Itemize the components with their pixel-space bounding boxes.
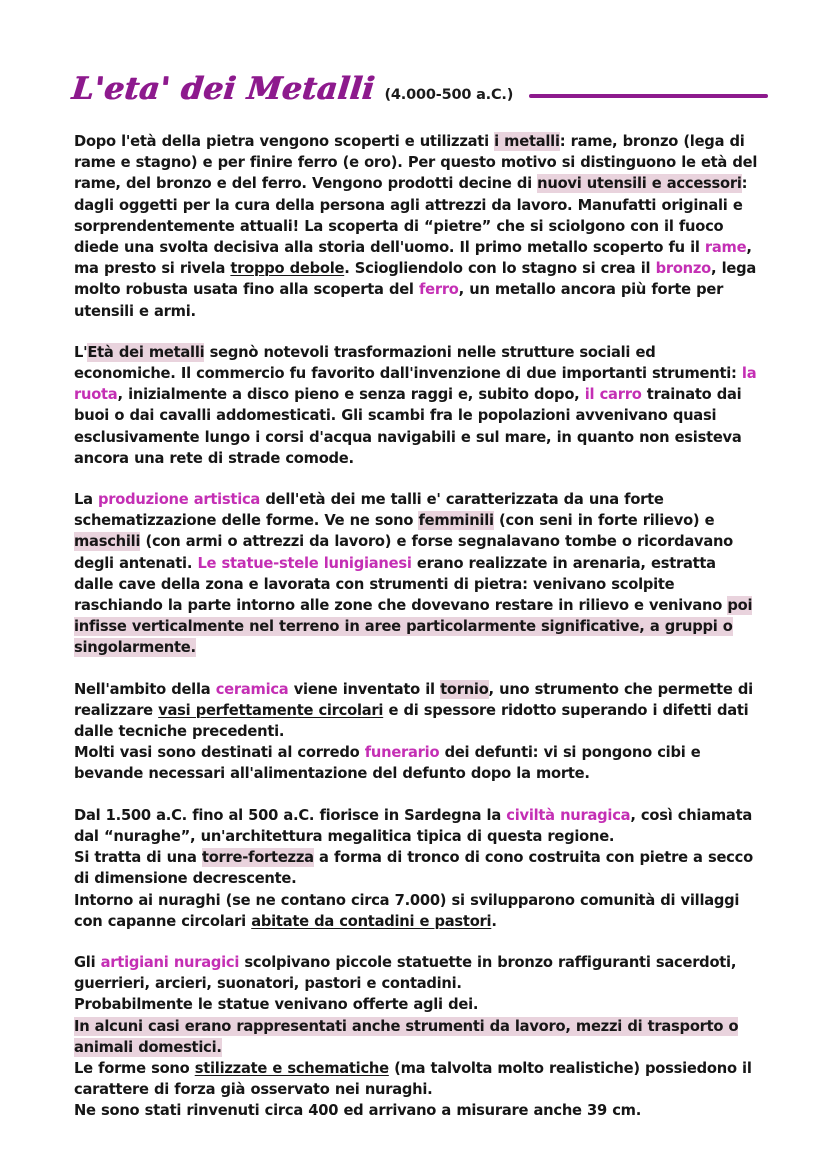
note-body bbox=[74, 131, 760, 1122]
keyword-civilta-nuragica: civiltà nuragica bbox=[506, 806, 631, 824]
text-run: . bbox=[491, 912, 497, 930]
text-run: , inizialmente a disco pieno e senza raggi e, subito dopo, bbox=[117, 386, 585, 404]
text-run: Gli bbox=[74, 953, 101, 971]
underline-stilizzate-schematiche: stilizzate e schematiche bbox=[194, 1059, 389, 1077]
highlight-infisse-verticalmente: poi infisse verticalmente nel terreno in aree particolarmente significative, a gruppi o singolarmente. bbox=[74, 597, 753, 657]
paragraph-social-transformations bbox=[74, 342, 760, 469]
page-title: L'eta' dei Metalli bbox=[70, 71, 377, 107]
text-run: trainato dai buoi o dai cavalli addomesticati. Gli scambi fra le popolazioni avvenivano quasi esclusivamente lungo i corsi d'acqua navigabili e sul mare, in quanto non esisteva ancora una rete di strade comode. bbox=[74, 386, 742, 467]
text-run: , ma presto si rivela bbox=[74, 239, 752, 278]
highlight-i-metalli: i metalli bbox=[494, 133, 560, 150]
text-run: Molti vasi sono destinati al corredo bbox=[74, 744, 365, 762]
text-run: segnò notevoli trasformazioni nelle strutture sociali ed economiche. Il commercio fu favorito dall'invenzione di due importanti strumenti: bbox=[74, 343, 742, 383]
text-run: viene inventato il bbox=[288, 680, 441, 698]
text-run: Nell'ambito della bbox=[74, 680, 216, 698]
page-subtitle-dates: (4.000-500 a.C.) bbox=[384, 87, 514, 103]
keyword-ceramica: ceramica bbox=[215, 680, 289, 698]
title-divider-rule bbox=[529, 94, 768, 98]
highlight-torre-fortezza: torre-fortezza bbox=[201, 849, 314, 867]
text-run: L' bbox=[74, 343, 88, 361]
paragraph-nuragic-artisans bbox=[74, 952, 760, 1122]
text-run: Le forme sono bbox=[74, 1059, 195, 1077]
text-run: Probabilmente le statue venivano offerte agli dei. bbox=[74, 996, 479, 1014]
underline-troppo-debole: troppo debole bbox=[230, 260, 345, 278]
keyword-artigiani-nuragici: artigiani nuragici bbox=[100, 953, 240, 971]
text-run: , lega molto robusta usata fino alla scoperta del bbox=[74, 260, 757, 299]
text-run: : dagli oggetti per la cura della persona agli attrezzi da lavoro. Manufatti originali e sorprendentemente attuali! La scoperta di “pietre” che si sciolgono con il fuoco diede una svolta decisiva alla storia dell'uomo. Il primo metallo scoperto fu il bbox=[74, 175, 748, 257]
keyword-bronzo: bronzo bbox=[655, 260, 712, 278]
text-run: scolpivano piccole statuette in bronzo raffiguranti sacerdoti, guerrieri, arcieri, suonatori, pastori e contadini. bbox=[74, 953, 737, 993]
highlight-strumenti-da-lavoro: In alcuni casi erano rappresentati anche strumenti da lavoro, mezzi di trasporto o animali domestici. bbox=[74, 1017, 739, 1056]
highlight-nuovi-utensili: nuovi utensili e accessori bbox=[537, 175, 742, 193]
highlight-maschili: maschili bbox=[74, 533, 141, 551]
paragraph-ceramics bbox=[74, 679, 760, 785]
keyword-ferro: ferro bbox=[418, 281, 459, 299]
text-run: : rame, bronzo (lega di rame e stagno) e per finire ferro (e oro). Per questo motivo si distinguono le età del rame, del bronzo e del ferro. Vengono prodotti decine di bbox=[74, 133, 758, 193]
text-run: Ne sono stati rinvenuti circa 400 ed arrivano a misurare anche 39 cm. bbox=[74, 1102, 642, 1120]
keyword-statue-stele-lunigianesi: Le statue-stele lunigianesi bbox=[197, 554, 412, 572]
keyword-la-ruota: la ruota bbox=[74, 365, 757, 404]
text-run: , un metallo ancora più forte per utensili e armi. bbox=[74, 281, 724, 320]
keyword-rame: rame bbox=[704, 239, 747, 257]
text-run: , così chiamata dal “nuraghe”, un'architettura megalitica tipica di questa regione. bbox=[74, 806, 752, 845]
keyword-funerario: funerario bbox=[364, 744, 440, 762]
text-run: (con armi o attrezzi da lavoro) e forse segnalavano tombe o ricordavano degli antenati. bbox=[74, 533, 734, 572]
keyword-il-carro: il carro bbox=[584, 386, 642, 404]
text-run: Si tratta di una bbox=[74, 849, 202, 867]
text-run: erano realizzate in arenaria, estratta dalle cave della zona e lavorata con strumenti di pietra: venivano scolpite raschiando la parte intorno alle zone che dovevano restare in rilievo e venivano bbox=[74, 554, 728, 615]
text-run: dei defunti: vi si pongono cibi e bevande necessari all'alimentazione del defunto dopo la morte. bbox=[74, 744, 701, 783]
paragraph-metals-intro bbox=[74, 131, 760, 322]
paragraph-nuragic-civilization bbox=[74, 805, 760, 932]
keyword-produzione-artistica: produzione artistica bbox=[98, 491, 261, 509]
underline-abitate-contadini-pastori: abitate da contadini e pastori bbox=[251, 912, 492, 930]
text-run: dell'età dei me talli e' caratterizzata da una forte schematizzazione delle forme. Ve ne sono bbox=[74, 491, 664, 530]
text-run: Dopo l'età della pietra vengono scoperti e utilizzati bbox=[74, 133, 495, 150]
highlight-femminili: femminili bbox=[418, 512, 494, 530]
text-run: . Sciogliendolo con lo stagno si crea il bbox=[344, 260, 656, 278]
underline-vasi-circolari: vasi perfettamente circolari bbox=[158, 701, 384, 719]
text-run: Intorno ai nuraghi (se ne contano circa 7.000) si svilupparono comunità di villaggi con capanne circolari bbox=[74, 891, 740, 930]
highlight-tornio: tornio bbox=[440, 680, 489, 698]
text-run: La bbox=[74, 491, 99, 509]
text-run: (con seni in forte rilievo) e bbox=[493, 512, 715, 530]
text-run: Dal 1.500 a.C. fino al 500 a.C. fiorisce in Sardegna la bbox=[74, 806, 507, 824]
text-run: e di spessore ridotto superando i difetti dati dalle tecniche precedenti. bbox=[74, 701, 749, 741]
title-block bbox=[70, 71, 768, 107]
highlight-eta-dei-metalli: Età dei metalli bbox=[87, 343, 205, 361]
paragraph-artistic-production bbox=[74, 489, 760, 659]
text-run: a forma di tronco di cono costruita con pietre a secco di dimensione decrescente. bbox=[74, 849, 753, 888]
text-run: (ma talvolta molto realistiche) possiedono il carattere di forza già osservato nei nuraghi. bbox=[74, 1059, 752, 1099]
text-run: , uno strumento che permette di realizzare bbox=[74, 680, 753, 719]
